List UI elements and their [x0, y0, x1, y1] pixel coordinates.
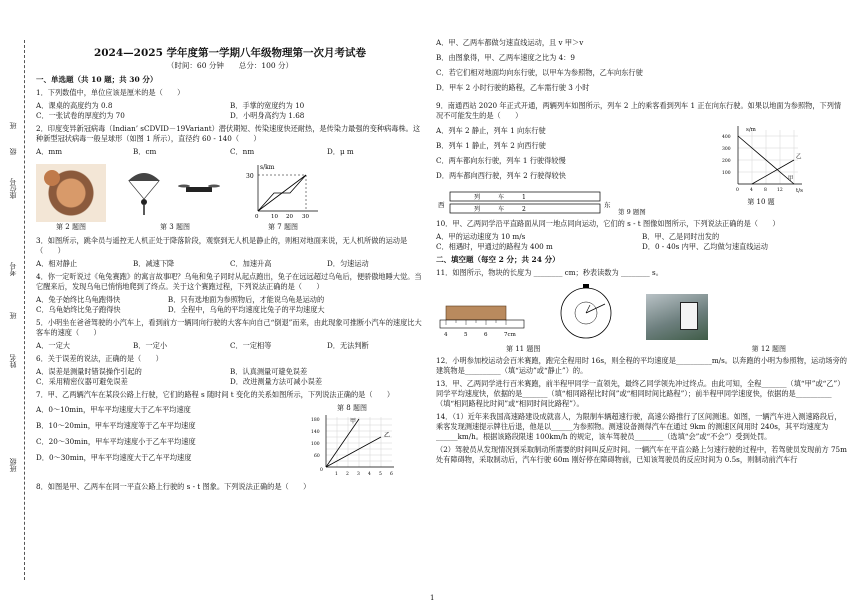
option: B．由图象得，甲、乙两车速度之比为 4：9	[436, 53, 575, 62]
margin-label: 班	[9, 312, 17, 319]
ruler-block-figure	[436, 300, 526, 340]
tick-label: 1	[335, 472, 338, 477]
q5-options	[36, 341, 424, 351]
figure-12	[646, 294, 708, 340]
option: A．相对静止	[36, 259, 78, 268]
option: A．课桌的高度约为 0.8	[36, 101, 113, 110]
figure-caption: 第 9 题图	[618, 208, 646, 216]
question-5: 5．小明坐在爸爸驾驶的小汽车上，看到前方一辆同向行驶的大客车向自己“倒退”而来，由此现象可推断小汽车的速度比大客车的速度（ ）	[36, 318, 422, 337]
axis-label: t/s	[796, 188, 803, 194]
series-label: 甲	[350, 418, 357, 425]
option: C．加速升高	[230, 259, 272, 268]
series-label: 乙	[384, 432, 391, 439]
q1-options	[36, 101, 424, 121]
figure-caption: 第 8 题图	[337, 404, 367, 412]
option: C．两车都向东行驶，列车 1 行驶得较慢	[436, 156, 566, 165]
figure-10	[716, 124, 806, 217]
question-8: 8．如图是甲、乙两车在同一平直公路上行驶的 s - t 图象。下列说法正确的是（ ）	[36, 482, 311, 491]
tick-label: 30	[246, 173, 254, 180]
tick-label: 30	[302, 214, 309, 219]
figure-8	[306, 403, 398, 480]
option: C．若它们相对地面均向东行驶，以甲车为参照物，乙车向东行驶	[436, 68, 643, 77]
option: D．匀速运动	[327, 259, 369, 268]
section-heading: 二、填空题（每空 2 分；共 24 分）	[436, 255, 560, 264]
series-label: 乙	[796, 154, 802, 160]
option: A．兔子始终比乌龟跑得快	[36, 295, 121, 304]
option: D．甲车 2 小时行驶的路程，乙车需行驶 3 小时	[436, 83, 590, 92]
tick-label: 5	[379, 472, 382, 477]
option: B．10～20min，甲车平均速度等于乙车平均速度	[36, 421, 196, 430]
series-label: 甲	[788, 176, 794, 182]
tick-label: 0	[736, 188, 739, 193]
option: C．nm	[230, 147, 255, 156]
parachute-drone-illustration	[120, 165, 230, 219]
margin-label: 班	[9, 122, 17, 129]
figure-caption: 第 11 题图	[506, 345, 541, 353]
tick-label: 400	[722, 135, 731, 140]
option: D．两车都向西行驶，列车 2 行驶得较快	[436, 171, 566, 180]
direction-east: 东	[604, 201, 611, 209]
figure-caption: 第 10 题	[747, 198, 775, 206]
q4-options	[36, 295, 424, 315]
exam-subtitle: （时间：60 分钟 总分：100 分）	[166, 61, 294, 70]
figure-9	[436, 189, 716, 217]
tick-label: 140	[311, 430, 320, 435]
figure-2	[36, 164, 106, 232]
tick-label: 20	[286, 214, 293, 219]
option: D．无法判断	[327, 341, 369, 350]
option: B．认真测量可避免误差	[230, 367, 308, 376]
figure-row-2	[436, 282, 848, 340]
right-column	[436, 12, 848, 468]
tick-label: 200	[722, 159, 731, 164]
tick-label: 0	[320, 468, 323, 473]
question-6: 6．关于误差的说法，正确的是（ ）	[36, 354, 163, 363]
figure-caption: 第 7 题图	[268, 223, 298, 231]
tick-label: 10	[271, 214, 278, 219]
q7-block	[36, 403, 424, 480]
exam-title: 2024—2025 学年度第一学期八年级物理第一次月考试卷	[93, 47, 367, 59]
tick-label: 300	[722, 147, 731, 152]
question-1: 1．下列数值中，单位应该是厘米的是（ ）	[36, 88, 185, 97]
option: C．采用精密仪器可避免误差	[36, 377, 128, 386]
virus-image	[36, 164, 106, 222]
figure-10-graph	[716, 124, 806, 194]
option: D．0～30min，甲车平均速度大于乙车平均速度	[36, 453, 192, 462]
option: C．一定相等	[230, 341, 272, 350]
ruler-label: 6	[484, 332, 488, 338]
option: A．0～10min，甲车平均速度大于乙车平均速度	[36, 405, 191, 414]
option: C．一张试卷的厚度约为 70	[36, 111, 125, 120]
margin-label: 级	[9, 148, 17, 155]
question-13: 13．甲、乙两同学进行百米赛跑，前半程甲同学一直领先，最终乙同学领先冲过终点。由此可知，全程_______（填“甲”或“乙”）同学平均速度快，依据的是_______（填“相同路程比时间”或“相同时间比路程”）；前半程甲同学速度快，依据的是__________（填“相同路程比时间”或“相同时间比路程”）。	[436, 379, 845, 408]
speed-sign	[680, 302, 698, 330]
question-2: 2．印度变异新冠病毒（Indian’ sCDVID－19Variant）潜伏期短、传染速度快还耐热，是传染力最强的变种病毒株。这种新型冠状病毒一般呈球形（如图 1 所示），直径约 60 - 140（ ）	[36, 124, 421, 143]
option: C．20～30min，甲车平均速度小于乙车平均速度	[36, 437, 196, 446]
tick-label: 180	[311, 418, 320, 423]
option: C．乌龟始终比兔子跑得快	[36, 305, 121, 314]
question-9: 9．南通西站 2020 年正式开通，两辆列车如图所示，列车 2 上的乘客看到列车 1 正在向东行驶。如果以地面为参照物，下列情况不可能发生的是（ ）	[436, 101, 842, 120]
margin-label: 考号	[9, 262, 17, 276]
question-14-part-2: （2）驾驶员从发现情况到采取制动所需要的时间叫反应时间。一辆汽车在平直公路上匀速行驶的过程中，若驾驶员发现前方 75m 处有障碍物，采取制动后，汽车行驶 60m 刚好停在障碍物前，已知该驾驶员的反应时间为 0.5s，则制动前汽车行	[436, 445, 847, 464]
option: A．列车 2 静止，列车 1 向东行驶	[436, 126, 546, 135]
option: D．0 - 40s 内甲、乙均做匀速直线运动	[642, 242, 768, 251]
option: A．甲的运动速度为 10 m/s	[436, 232, 526, 241]
left-column	[36, 12, 424, 495]
option: A．一定大	[36, 341, 70, 350]
option: D．改进测量方法可减小误差	[230, 377, 323, 386]
figure-caption: 第 3 题图	[160, 223, 190, 231]
axis-label: s/km	[260, 164, 275, 171]
figure-7	[244, 161, 322, 232]
question-10: 10．甲、乙两同学沿平直路面从同一地点同向运动，它们的 s - t 图像如图所示，下列说法正确的是（ ）	[436, 219, 780, 228]
option: A．mm	[36, 147, 63, 156]
option: B．只有选地面为参照物后，才能说乌龟是运动的	[167, 295, 325, 304]
question-7: 7．甲、乙两辆汽车在某段公路上行驶，它们的路程 s 随时间 t 变化的关系如图所示，下列说法正确的是（ ）	[36, 390, 395, 399]
tick-label: 8	[764, 188, 767, 193]
question-14: 14．（1）近年来我国高速路建设成就喜人，为限制车辆超速行驶，高速公路推行了区间测速。如图，一辆汽车进入测速路段后，乘客发现测速提示牌往后退，他是以______为参照物。测速设备测得汽车在通过 9km 的测速区间用时 240s，其平均速度为______km/h。根据该路段限速 100km/h 的规定，该车驾驶员________（选填“会”或“不会”）受到处罚。	[436, 412, 842, 441]
q7-options	[36, 403, 306, 480]
q9-left	[436, 124, 716, 217]
tick-label: 12	[777, 188, 783, 193]
tick-label: 6	[390, 472, 393, 477]
q8-options	[436, 38, 848, 98]
tick-label: 4	[368, 472, 371, 477]
option: D．全程中，乌龟的平均速度比兔子的平均速度大	[167, 305, 325, 314]
option: D．μ m	[327, 147, 354, 156]
option: C．相遇时，甲通过的路程为 400 m	[436, 242, 553, 251]
tick-label: 60	[314, 454, 320, 459]
option: B．一定小	[133, 341, 168, 350]
ruler-label: 4	[444, 332, 448, 338]
figure-caption: 第 12 题图	[751, 345, 786, 353]
question-4: 4．你一定听说过《龟兔赛跑》的寓言故事吧？乌龟和兔子同时从起点跑出，兔子在远远超过乌龟后，便骄傲地睡大觉。当它醒来后，发现乌龟已悄悄地爬到了终点。关于这个赛跑过程，下列说法正确的是（ ）	[36, 272, 422, 291]
option: D．小明身高约为 1.68	[230, 111, 305, 120]
figure-row	[36, 161, 424, 232]
option: B．cm	[133, 147, 157, 156]
margin-label: 姓名	[9, 354, 17, 368]
binding-margin	[0, 0, 32, 608]
tick-label: 100	[311, 442, 320, 447]
margin-label: 班级	[9, 458, 17, 472]
option: B．减速下降	[133, 259, 175, 268]
margin-label: 座位号	[9, 178, 17, 199]
train-2-label: 列 车 2	[474, 206, 526, 213]
tick-label: 2	[346, 472, 349, 477]
tick-label: 3	[357, 472, 360, 477]
q10-options	[436, 232, 848, 252]
figure-7-graph	[244, 161, 322, 219]
highway-sign-photo	[646, 294, 708, 340]
q6-options	[36, 367, 424, 387]
train-1-label: 列 车 1	[474, 194, 526, 201]
option: A．甲、乙两车都做匀速直线运动，且 v 甲＞v	[436, 38, 584, 47]
question-11: 11．如图所示，物块的长度为 ________ cm；秒表读数为 ________ s。	[436, 268, 663, 277]
figure-8-graph	[306, 413, 398, 477]
direction-west: 西	[438, 201, 445, 209]
option: A．误差是测量时错误操作引起的	[36, 367, 142, 376]
option: B．列车 1 静止，列车 2 向西行驶	[436, 141, 546, 150]
axis-label: s/m	[746, 127, 756, 133]
cut-line	[24, 40, 25, 580]
page-number: 1	[430, 594, 435, 602]
ruler-label: 7cm	[504, 332, 516, 338]
figure-3	[120, 165, 230, 232]
option: B．手掌的宽度约为 10	[230, 101, 305, 110]
figure-caption: 第 2 题图	[56, 223, 86, 231]
ruler-label: 5	[464, 332, 468, 338]
question-12: 12．小明参加校运动会百米赛跑，跑完全程用时 16s，则全程的平均速度是__________m/s。以奔跑的小明为参照物，运动场旁的建筑物是__________（填“运动”或“静止”）的。	[436, 356, 847, 375]
q9-options	[436, 126, 716, 186]
tick-label: 100	[722, 171, 731, 176]
q3-options	[36, 259, 424, 269]
section-heading: 一、单选题（共 10 题；共 30 分）	[36, 75, 158, 84]
option: B．甲、乙是同时出发的	[642, 232, 720, 241]
stopwatch-icon	[550, 282, 622, 340]
q9-block	[436, 124, 848, 217]
train-diagram	[436, 189, 616, 217]
tick-label: 4	[750, 188, 753, 193]
question-3: 3．如图所示，跳伞员与遥控无人机正处于降落阶段，观察到无人机是静止的，则相对地面来说，无人机所做的运动是（ ）	[36, 236, 408, 255]
caption-row	[506, 344, 786, 354]
q2-options	[36, 147, 424, 157]
tick-label: 0	[255, 214, 259, 219]
